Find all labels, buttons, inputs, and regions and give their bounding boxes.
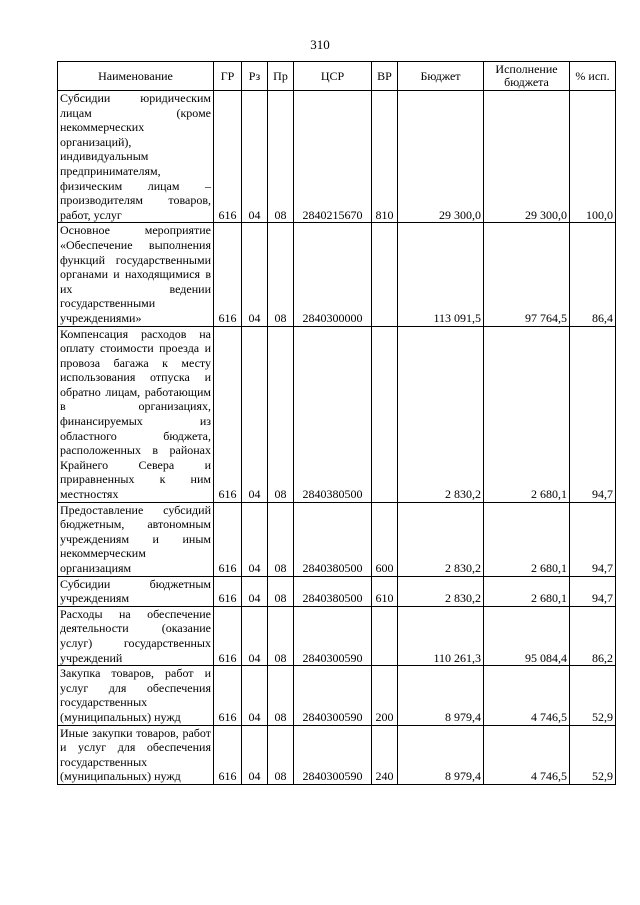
cell-gr: 616 [214,326,242,502]
cell-name: Закупка товаров, работ и услуг для обеспечения государственных (муниципальных) нужд [58,666,214,725]
cell-percent: 52,9 [570,666,616,725]
cell-csr: 2840300000 [294,223,372,326]
cell-budget: 2 830,2 [398,502,484,576]
cell-percent: 94,7 [570,502,616,576]
cell-rz: 04 [242,606,268,665]
header-execution: Исполнение бюджета [484,62,570,91]
cell-budget: 29 300,0 [398,91,484,223]
cell-csr: 2840380500 [294,326,372,502]
cell-csr: 2840300590 [294,666,372,725]
cell-vr: 610 [372,576,398,606]
cell-gr: 616 [214,576,242,606]
page-number: 310 [310,37,330,52]
table-row [58,666,616,725]
cell-rz: 04 [242,91,268,223]
cell-vr [372,606,398,665]
budget-table [57,61,616,785]
cell-name: Иные закупки товаров, работ и услуг для обеспечения государственных (муниципальных) нужд [58,725,214,784]
cell-csr: 2840380500 [294,502,372,576]
header-rz: Рз [242,62,268,91]
header-csr: ЦСР [294,62,372,91]
header-gr: ГР [214,62,242,91]
table-row [58,502,616,576]
cell-rz: 04 [242,223,268,326]
cell-gr: 616 [214,223,242,326]
cell-execution: 29 300,0 [484,91,570,223]
cell-name: Компенсация расходов на оплату стоимости проезда и провоза багажа к месту использования отпуска и обратно лицам, работающим в организациях, финансируемых из областного бюджета, расположенных в районах Крайнего Севера и приравненных к ним местностях [58,326,214,502]
header-name: Наименование [58,62,214,91]
table-row [58,326,616,502]
cell-rz: 04 [242,502,268,576]
cell-vr [372,326,398,502]
cell-vr: 810 [372,91,398,223]
cell-gr: 616 [214,91,242,223]
cell-budget: 8 979,4 [398,725,484,784]
cell-csr: 2840380500 [294,576,372,606]
cell-pr: 08 [268,502,294,576]
cell-rz: 04 [242,666,268,725]
cell-budget: 113 091,5 [398,223,484,326]
header-budget: Бюджет [398,62,484,91]
cell-name: Расходы на обеспечение деятельности (оказание услуг) государственных учреждений [58,606,214,665]
cell-execution: 2 680,1 [484,502,570,576]
header-percent: % исп. [570,62,616,91]
table-row [58,91,616,223]
cell-gr: 616 [214,606,242,665]
header-pr: Пр [268,62,294,91]
cell-percent: 86,4 [570,223,616,326]
cell-budget: 8 979,4 [398,666,484,725]
cell-vr: 200 [372,666,398,725]
cell-name: Основное мероприятие «Обеспечение выполнения функций государственными органами и находящимися в их ведении государственными учреждениями» [58,223,214,326]
cell-csr: 2840215670 [294,91,372,223]
cell-budget: 2 830,2 [398,576,484,606]
cell-percent: 94,7 [570,326,616,502]
cell-gr: 616 [214,666,242,725]
cell-pr: 08 [268,666,294,725]
cell-gr: 616 [214,725,242,784]
cell-pr: 08 [268,91,294,223]
cell-execution: 95 084,4 [484,606,570,665]
cell-percent: 52,9 [570,725,616,784]
table-header-row [58,62,616,91]
cell-pr: 08 [268,725,294,784]
table-row [58,576,616,606]
cell-pr: 08 [268,326,294,502]
table-row [58,725,616,784]
cell-gr: 616 [214,502,242,576]
cell-rz: 04 [242,576,268,606]
cell-pr: 08 [268,576,294,606]
cell-execution: 97 764,5 [484,223,570,326]
cell-name: Предоставление субсидий бюджетным, автономным учреждениям и иным некоммерческим организациям [58,502,214,576]
cell-name: Субсидии юридическим лицам (кроме некоммерческих организаций), индивидуальным предпринимателям, физическим лицам – производителям товаров, работ, услуг [58,91,214,223]
cell-execution: 4 746,5 [484,725,570,784]
cell-vr: 600 [372,502,398,576]
cell-pr: 08 [268,223,294,326]
cell-vr [372,223,398,326]
cell-rz: 04 [242,725,268,784]
cell-budget: 110 261,3 [398,606,484,665]
cell-execution: 4 746,5 [484,666,570,725]
cell-execution: 2 680,1 [484,576,570,606]
cell-name: Субсидии бюджетным учреждениям [58,576,214,606]
cell-percent: 94,7 [570,576,616,606]
table-row [58,223,616,326]
cell-pr: 08 [268,606,294,665]
cell-vr: 240 [372,725,398,784]
cell-rz: 04 [242,326,268,502]
cell-csr: 2840300590 [294,606,372,665]
cell-budget: 2 830,2 [398,326,484,502]
cell-percent: 86,2 [570,606,616,665]
cell-execution: 2 680,1 [484,326,570,502]
cell-csr: 2840300590 [294,725,372,784]
table-row [58,606,616,665]
cell-percent: 100,0 [570,91,616,223]
header-vr: ВР [372,62,398,91]
